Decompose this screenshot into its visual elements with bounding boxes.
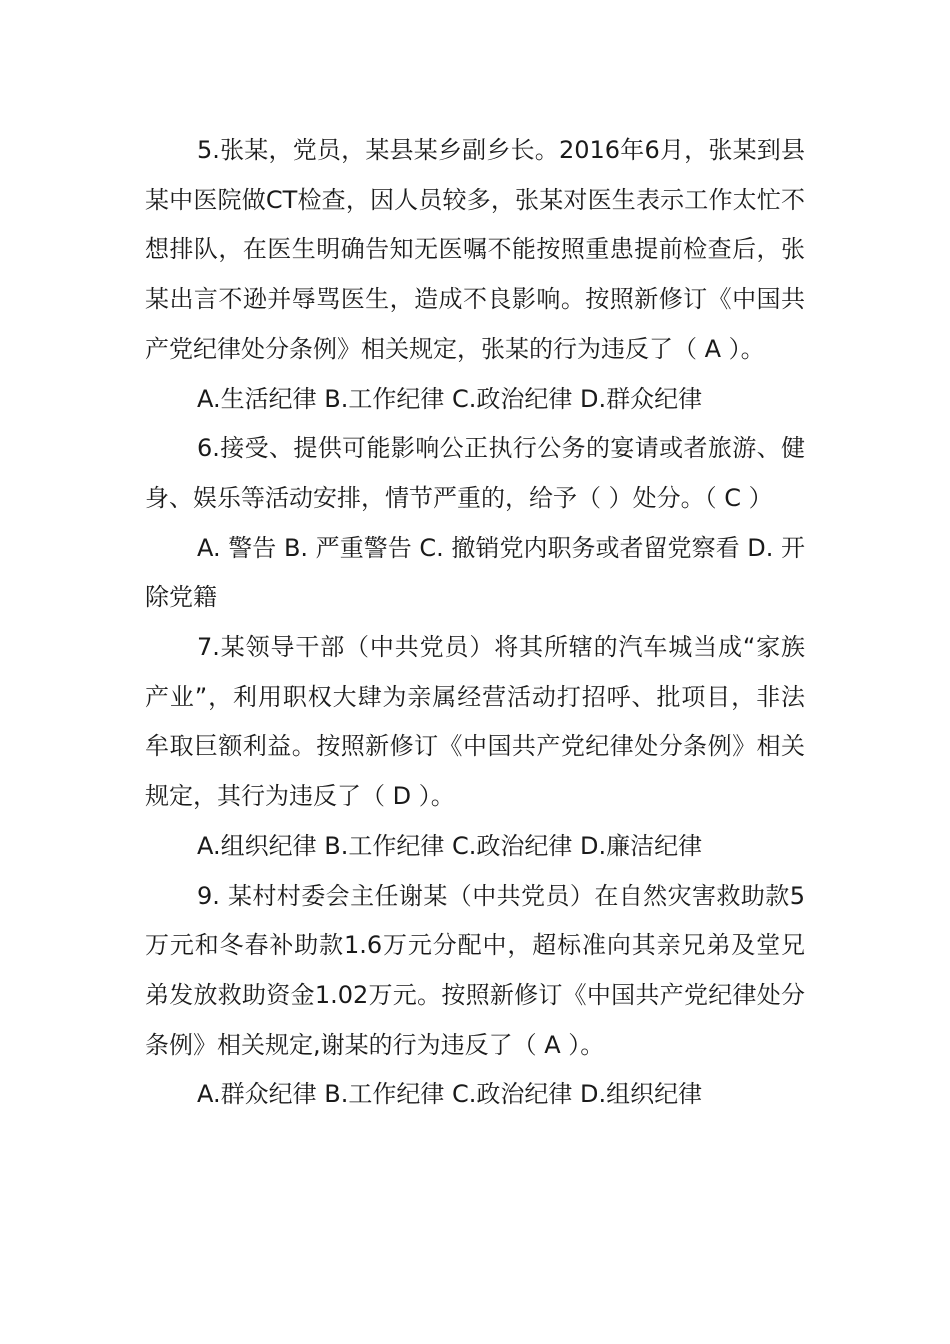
question-5-stem: 5.张某，党员，某县某乡副乡长。2016年6月，张某到县某中医院做CT检查，因人员较多，张某对医生表示工作太忙不想排队，在医生明确告知无医嘱不能按照重患提前检查后，张某出言不逊并辱骂医生，造成不良影响。按照新修订《中国共产党纪律处分条例》相关规定，张某的行为违反了（ A ）。: [145, 136, 805, 363]
question-9-stem: 9. 某村村委会主任谢某（中共党员）在自然灾害救助款5万元和冬春补助款1.6万元分配中，超标准向其亲兄弟及堂兄弟发放救助资金1.02万元。按照新修订《中国共产党纪律处分条例》相关规定,谢某的行为违反了（ A ）。: [145, 881, 805, 1059]
question-7-options: A.组织纪律 B.工作纪律 C.政治纪律 D.廉洁纪律: [197, 831, 703, 860]
document-page: [145, 126, 805, 1120]
question-9-options: A.群众纪律 B.工作纪律 C.政治纪律 D.组织纪律: [197, 1080, 703, 1109]
question-6-stem: 6.接受、提供可能影响公正执行公务的宴请或者旅游、健身、娱乐等活动安排，情节严重的，给予（ ）处分。（ C ）: [145, 434, 805, 512]
question-5-options: A.生活纪律 B.工作纪律 C.政治纪律 D.群众纪律: [197, 384, 703, 413]
question-7-stem: 7.某领导干部（中共党员）将其所辖的汽车城当成“家族产业”，利用职权大肆为亲属经营活动打招呼、批项目，非法牟取巨额利益。按照新修订《中国共产党纪律处分条例》相关规定，其行为违反了（ D ）。: [145, 633, 805, 811]
question-6-options: A. 警告 B. 严重警告 C. 撤销党内职务或者留党察看 D. 开除党籍: [145, 533, 805, 612]
